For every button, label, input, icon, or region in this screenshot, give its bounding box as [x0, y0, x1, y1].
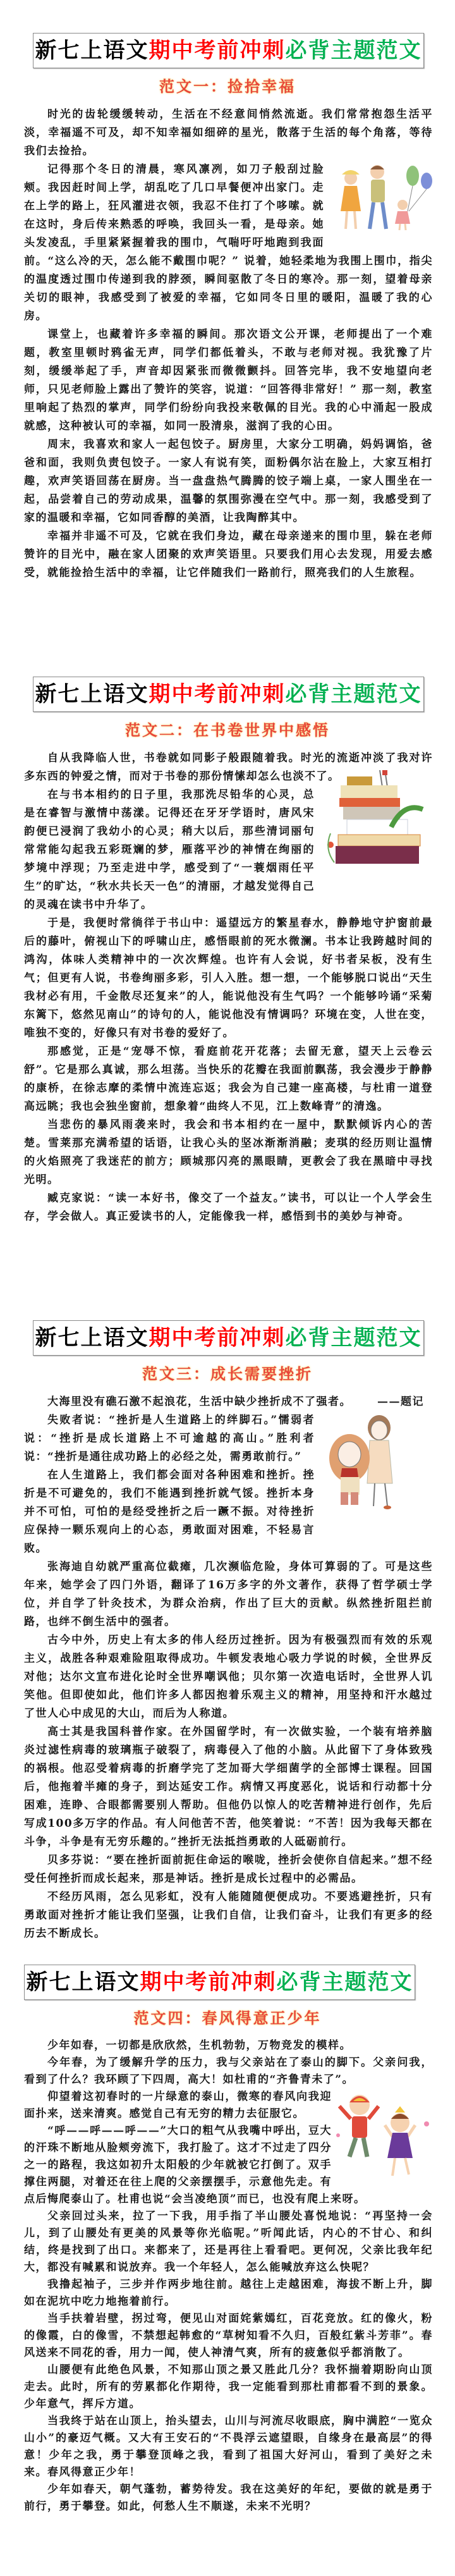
- title-red: 期中考前冲刺: [149, 682, 286, 707]
- paragraph: 在与书本相约的日子里，我那洗尽铅华的心灵，总是在睿智与激情中荡漾。记得还在牙牙学语时，唐风宋韵便已浸润了我幼小的心灵；稍大以后，那些清词丽句常常能勾起我五彩斑斓的梦，雁落平沙的神情在绚丽的梦境中浮现；乃至走进中学，感受到了“一蓑烟雨任平生”的旷达，“秋水共长天一色”的清丽，才越发觉得自己的灵魂在读书中升华了。: [24, 788, 315, 911]
- title-black: 新七上语文: [35, 682, 149, 707]
- paragraph: 贝多芬说：“要在挫折面前扼住命运的喉咙，挫折会使你自信起来。”想不经受任何挫折而成长起来，那是神话。挫折是成长过程中的必需品。: [24, 1854, 433, 1885]
- title-black: 新七上语文: [35, 1325, 149, 1351]
- essay-subtitle: 范文四：春风得意正少年: [133, 2009, 322, 2027]
- paragraph: 今年春，为了缓解升学的压力，我与父亲站在了泰山的脚下。父亲问我，看到了什么？我环顾了下四周，高大！如杜甫的“齐鲁青未了”。: [24, 2056, 433, 2086]
- paragraph: 高士其是我国科普作家。在外国留学时，有一次做实验，一个装有培养脑炎过滤性病毒的玻璃瓶子破裂了，病毒侵入了他的小脑。从此留下了身体致残的祸根。他忍受着病毒的折磨学完了芝加哥大学细菌学的全部博士课程。回国后，他拖着半瘫的身子，到达延安工作。病情又再度恶化，说话和行动都十分困难，连睁、合眼都需要别人帮助。但他仍以惊人的吃苦精神进行创作，先后写成100多万字的作品。有人问他苦不苦，他笑着说：“不苦！因为我每天都在斗争，斗争是有无穷乐趣的。”挫折无法抵挡勇敢的人砥砺前行。: [24, 1726, 433, 1848]
- paragraph: 我撸起袖子，三步并作两步地往前。越往上走越困难，海拔不断上升，脚如在泥坑中吃力地拖着前行。: [24, 2278, 433, 2308]
- paragraph: 少年如春天，朝气蓬勃，蓄势待发。我在这美好的年纪，要做的就是勇于前行，勇于攀登。如此，何愁人生不顺遂，未来不光明？: [24, 2483, 433, 2513]
- essay-subtitle: 范文一：捡拾幸福: [159, 77, 296, 95]
- paragraph: 不经历风雨，怎么见彩虹，没有人能随随便便成功。不要逃避挫折，只有勇敢面对挫折才能让我们坚强，让我们自信，让我们奋斗，让我们有更多的经历去不断成长。: [24, 1891, 433, 1940]
- epigraph-paragraph: [24, 1393, 433, 1411]
- paragraph: 当悲伤的暴风雨袭来时，我会和书本相约在一屋中，默默倾诉内心的苦楚。雪莱那充满希望的话语，让我心头的坚冰渐渐消融；麦琪的经历则让温情的火焰照亮了我迷茫的前方；顾城那闪亮的黑眼睛，更教会了我在黑暗中寻找光明。: [24, 1119, 433, 1186]
- essay-body: [24, 106, 433, 582]
- stack-of-books-icon: [322, 770, 433, 865]
- banner-title: [24, 1965, 415, 2000]
- title-red: 期中考前冲刺: [149, 1325, 286, 1351]
- paragraph: 时光的齿轮缓缓转动，生活在不经意间悄然流逝。我们常常抱怨生活平淡，幸福遥不可及，却不知幸福如细碎的星光，散落于生活的每个角落，等待我们去捡拾。: [24, 108, 433, 157]
- family-with-balloons-icon: [332, 161, 433, 231]
- paragraph: 课堂上，也藏着许多幸福的瞬间。那次语文公开课，老师提出了一个难题，教室里顿时鸦雀无声，同学们都低着头，不敢与老师对视。我犹豫了片刻，缓缓举起了手，声音却因紧张而微微颤抖。回答完毕，我不安地望向老师，只见老师脸上露出了赞许的笑容，说道：“回答得非常好！” 那一刻，教室里响起了热烈的掌声，同学们纷纷向我投来敬佩的目光。我的心中涌起一股成就感，这种被认可的幸福，如同一股清泉，滋润了我的心田。: [24, 328, 433, 432]
- essay-body: [24, 749, 433, 1226]
- banner-title: [33, 1320, 424, 1356]
- paragraph: 在人生道路上，我们都会面对各种困难和挫折。挫折是不可避免的，我们不能遇到挫折就气馁。挫折本身并不可怕，可怕的是经受挫折之后一蹶不振。对待挫折应保持一颗乐观向上的心态，勇敢面对困难，不轻易言败。: [24, 1469, 315, 1555]
- title-green: 必背主题范文: [285, 38, 422, 63]
- essay-subtitle: 范文三：成长需要挫折: [142, 1365, 313, 1383]
- essay-body: [24, 2037, 433, 2515]
- essay-body: [24, 1393, 433, 1943]
- banner-title: [33, 677, 424, 712]
- paragraph: 臧克家说：“读一本好书，像交了一个益友。”读书，可以让一个人学会生存，学会做人。真正爱读书的人，定能像我一样，感悟到书的美妙与神奇。: [24, 1192, 433, 1223]
- paragraph: 父亲回过头来，拉了一下我，用手指了半山腰处喜悦地说：“再坚持一会儿，到了山腰处有更美的风景等你光临呢。”听闻此话，内心的不甘心、和纠结，终是找到了出口。来都来了，还是再往上看看吧。更何况，父亲比我年纪大，都没有喊累和说放弃。我一个年轻人，怎么能喊放弃这么快呢？: [24, 2210, 433, 2274]
- paragraph: 山腰便有此绝色风景，不知那山顶之景又胜此几分？我怀揣着期盼向山顶走去。此时，所有的劳累都化作期待，我一定能看到那杜甫都看不到的景象。少年意气，挥斥方道。: [24, 2364, 433, 2410]
- paragraph: 自从我降临人世，书卷就如同影子般跟随着我。时光的流逝冲淡了我对许多东西的钟爱之情，而对于书卷的那份情愫却怎么也淡不了。: [24, 752, 433, 783]
- paragraph: 张海迪自幼就严重高位截瘫，几次濒临危险，身体可算弱的了。可是这些年来，她学会了四门外语，翻译了16万多字的外文著作，获得了哲学硕士学位，并自学了针灸技术，为群众治病，作出了巨大的贡献。纵然挫折阻拦前路，也绊不倒生活中的强者。: [24, 1561, 433, 1628]
- title-red: 期中考前冲刺: [149, 38, 286, 63]
- paragraph: 记得那个冬日的清晨，寒风凛冽，如刀子般刮过脸颊。我因赶时间上学，胡乱吃了几口早餐便冲出家门。走在上学的路上，狂风灌进衣领，我忍不住打了个哆嗦。就在这时，身后传来熟悉的呼唤，我回头一看，是母亲。她头发凌乱，手里紧紧握着我的围巾，气喘吁吁地跑到我面前。“这么冷的天，怎么能不戴围巾呢？” 说着，她轻柔地为我围上围巾，指尖的温度透过围巾传递到我的脖颈，瞬间驱散了冬日的寒冷。那一刻，望着母亲关切的眼神，我感受到了被爱的幸福，它如同冬日里的暖阳，温暖了我的心房。: [24, 163, 433, 322]
- paragraph: 当我终于站在山顶上，抬头望去，山川与河流尽收眼底，胸中满腔“一览众山小”的豪迈气概。又大有王安石的“不畏浮云遮望眼，自缘身在最高层”的得意！少年之我，勇于攀登顶峰之我，看到了祖国大好河山，看到了美好之未来。春风得意正少年！: [24, 2415, 433, 2479]
- paragraph: 于是，我便时常徜徉于书山中：遥望远方的繁星春水，静静地守护窗前最后的藤叶，俯视山下的呼啸山庄，感悟眼前的死水微澜。书本让我跨越时间的鸿沟，体味人类精神中的一次次辉煌。也许有人会说，好书者呆板，没有生气；但更有人说，书卷绚丽多彩，引人入胜。想一想，一个能够脱口说出“天生我材必有用，千金散尽还复来”的人，能说他没有生气吗？一个能够吟诵“采菊东篱下，悠然见南山”的诗句的人，能说他没有情调吗？环境在变，人世在变，唯独不变的，好像只有对书卷的爱好了。: [24, 917, 433, 1040]
- title-red: 期中考前冲刺: [140, 1970, 277, 1995]
- paragraph: 失败者说：“挫折是人生道路上的绊脚石。”懦弱者说：“挫折是成长道路上不可逾越的高山。”胜利者说：“挫折是通往成功路上的必经之处，需勇敢前行。”: [24, 1414, 315, 1463]
- epigraph-label: ——题记: [377, 1395, 424, 1408]
- paragraph: 少年如春，一切都是欣欣然，生机勃勃，万物竞发的模样。: [47, 2039, 351, 2052]
- girl-comforting-friend-icon: [325, 1414, 414, 1510]
- essay-subtitle: 范文二：在书卷世界中感悟: [125, 721, 330, 739]
- books-illustration: [315, 786, 433, 897]
- title-green: 必背主题范文: [285, 682, 422, 707]
- paragraph: 那感觉，正是“宠辱不惊，看庭前花开花落；去留无意，望天上云卷云舒”。它是那么真诚，那么坦荡。当快乐的花瓣在我面前飘荡，我会漫步于静静的康桥，在徐志摩的柔情中流连忘返；我会为自己建一座高楼，与杜甫一道登高远眺；我也会独坐窗前，想象着“曲终人不见，江上数峰青”的清逸。: [24, 1045, 433, 1113]
- girls-illustration: [315, 1411, 433, 1525]
- paragraph: 周末，我喜欢和家人一起包饺子。厨房里，大家分工明确，妈妈调馅，爸爸和面，我则负责包饺子。一家人有说有笑，面粉偶尔沾在脸上，大家互相打趣，欢声笑语回荡在厨房。当一盘盘热气腾腾的饺子端上桌，一家人围坐在一起，品尝着自己的劳动成果，温馨的氛围弥漫在空气中。那一刻，我感受到了家的温暖和幸福，它如同香醇的美酒，让我陶醉其中。: [24, 438, 433, 524]
- title-green: 必背主题范文: [285, 1325, 422, 1351]
- children-illustration: [332, 2088, 433, 2175]
- banner-title: [33, 33, 424, 68]
- paragraph: 当手扶着岩壁，拐过弯，便见山对面姹紫嫣红，百花竞放。红的像火，粉的像霞，白的像雪，不禁想起韩愈的“草树知看不久归，百般红紫斗芳菲”。春风送来不同花的香，用力一闻，使人神清气爽，所有的疲惫似乎都消散了。: [24, 2312, 433, 2359]
- title-black: 新七上语文: [26, 1970, 140, 1995]
- children-jumping-icon: [334, 2091, 433, 2180]
- paragraph: “呼——呼——呼——”大口的粗气从我嘴中呼出，豆大的汗珠不断地从脸颊旁流下，我打脸了。这才不过走了四分之一的路程，我这如初升太阳般的少年就被它打倒了。双手撑住两腿，对着还在往上爬的父亲摆摆手，示意他先走。有点后悔爬泰山了。杜甫也说“会当凌绝顶”而已，也没有爬上来呀。: [24, 2125, 366, 2205]
- title-black: 新七上语文: [35, 38, 149, 63]
- paragraph: 仰望着这初春时的一片绿意的泰山，微寒的春风向我迎面扑来，送来清爽。感觉自己有无穷的精力去征服它。: [24, 2090, 332, 2120]
- epigraph-text: 大海里没有礁石激不起浪花，生活中缺少挫折成不了强者。: [47, 1395, 351, 1408]
- title-green: 必背主题范文: [276, 1970, 413, 1995]
- paragraph: 幸福并非遥不可及，它就在我们身边，藏在母亲递来的围巾里，躲在老师赞许的目光中，融在家人团聚的欢声笑语里。只要我们用心去发现，用爱去感受，就能捡拾生活中的幸福，让它伴随我们一路前行，照亮我们的人生旅程。: [24, 530, 433, 579]
- family-illustration: [324, 161, 433, 252]
- paragraph: 古今中外，历史上有太多的伟人经历过挫折。因为有极强烈而有效的乐观主义，战胜各种艰难险阻取得成功。牛顿发表地心吸力学说的时候，全世界反对他；达尔文宣布进化论时全世界嘲讽他；贝尔第一次造电话时，全世界人讥笑他。但即使如此，他们许多人都因抱着乐观主义的精神，用坚持和汗水越过了世人心中成见的大山，而后为人称道。: [24, 1634, 433, 1720]
